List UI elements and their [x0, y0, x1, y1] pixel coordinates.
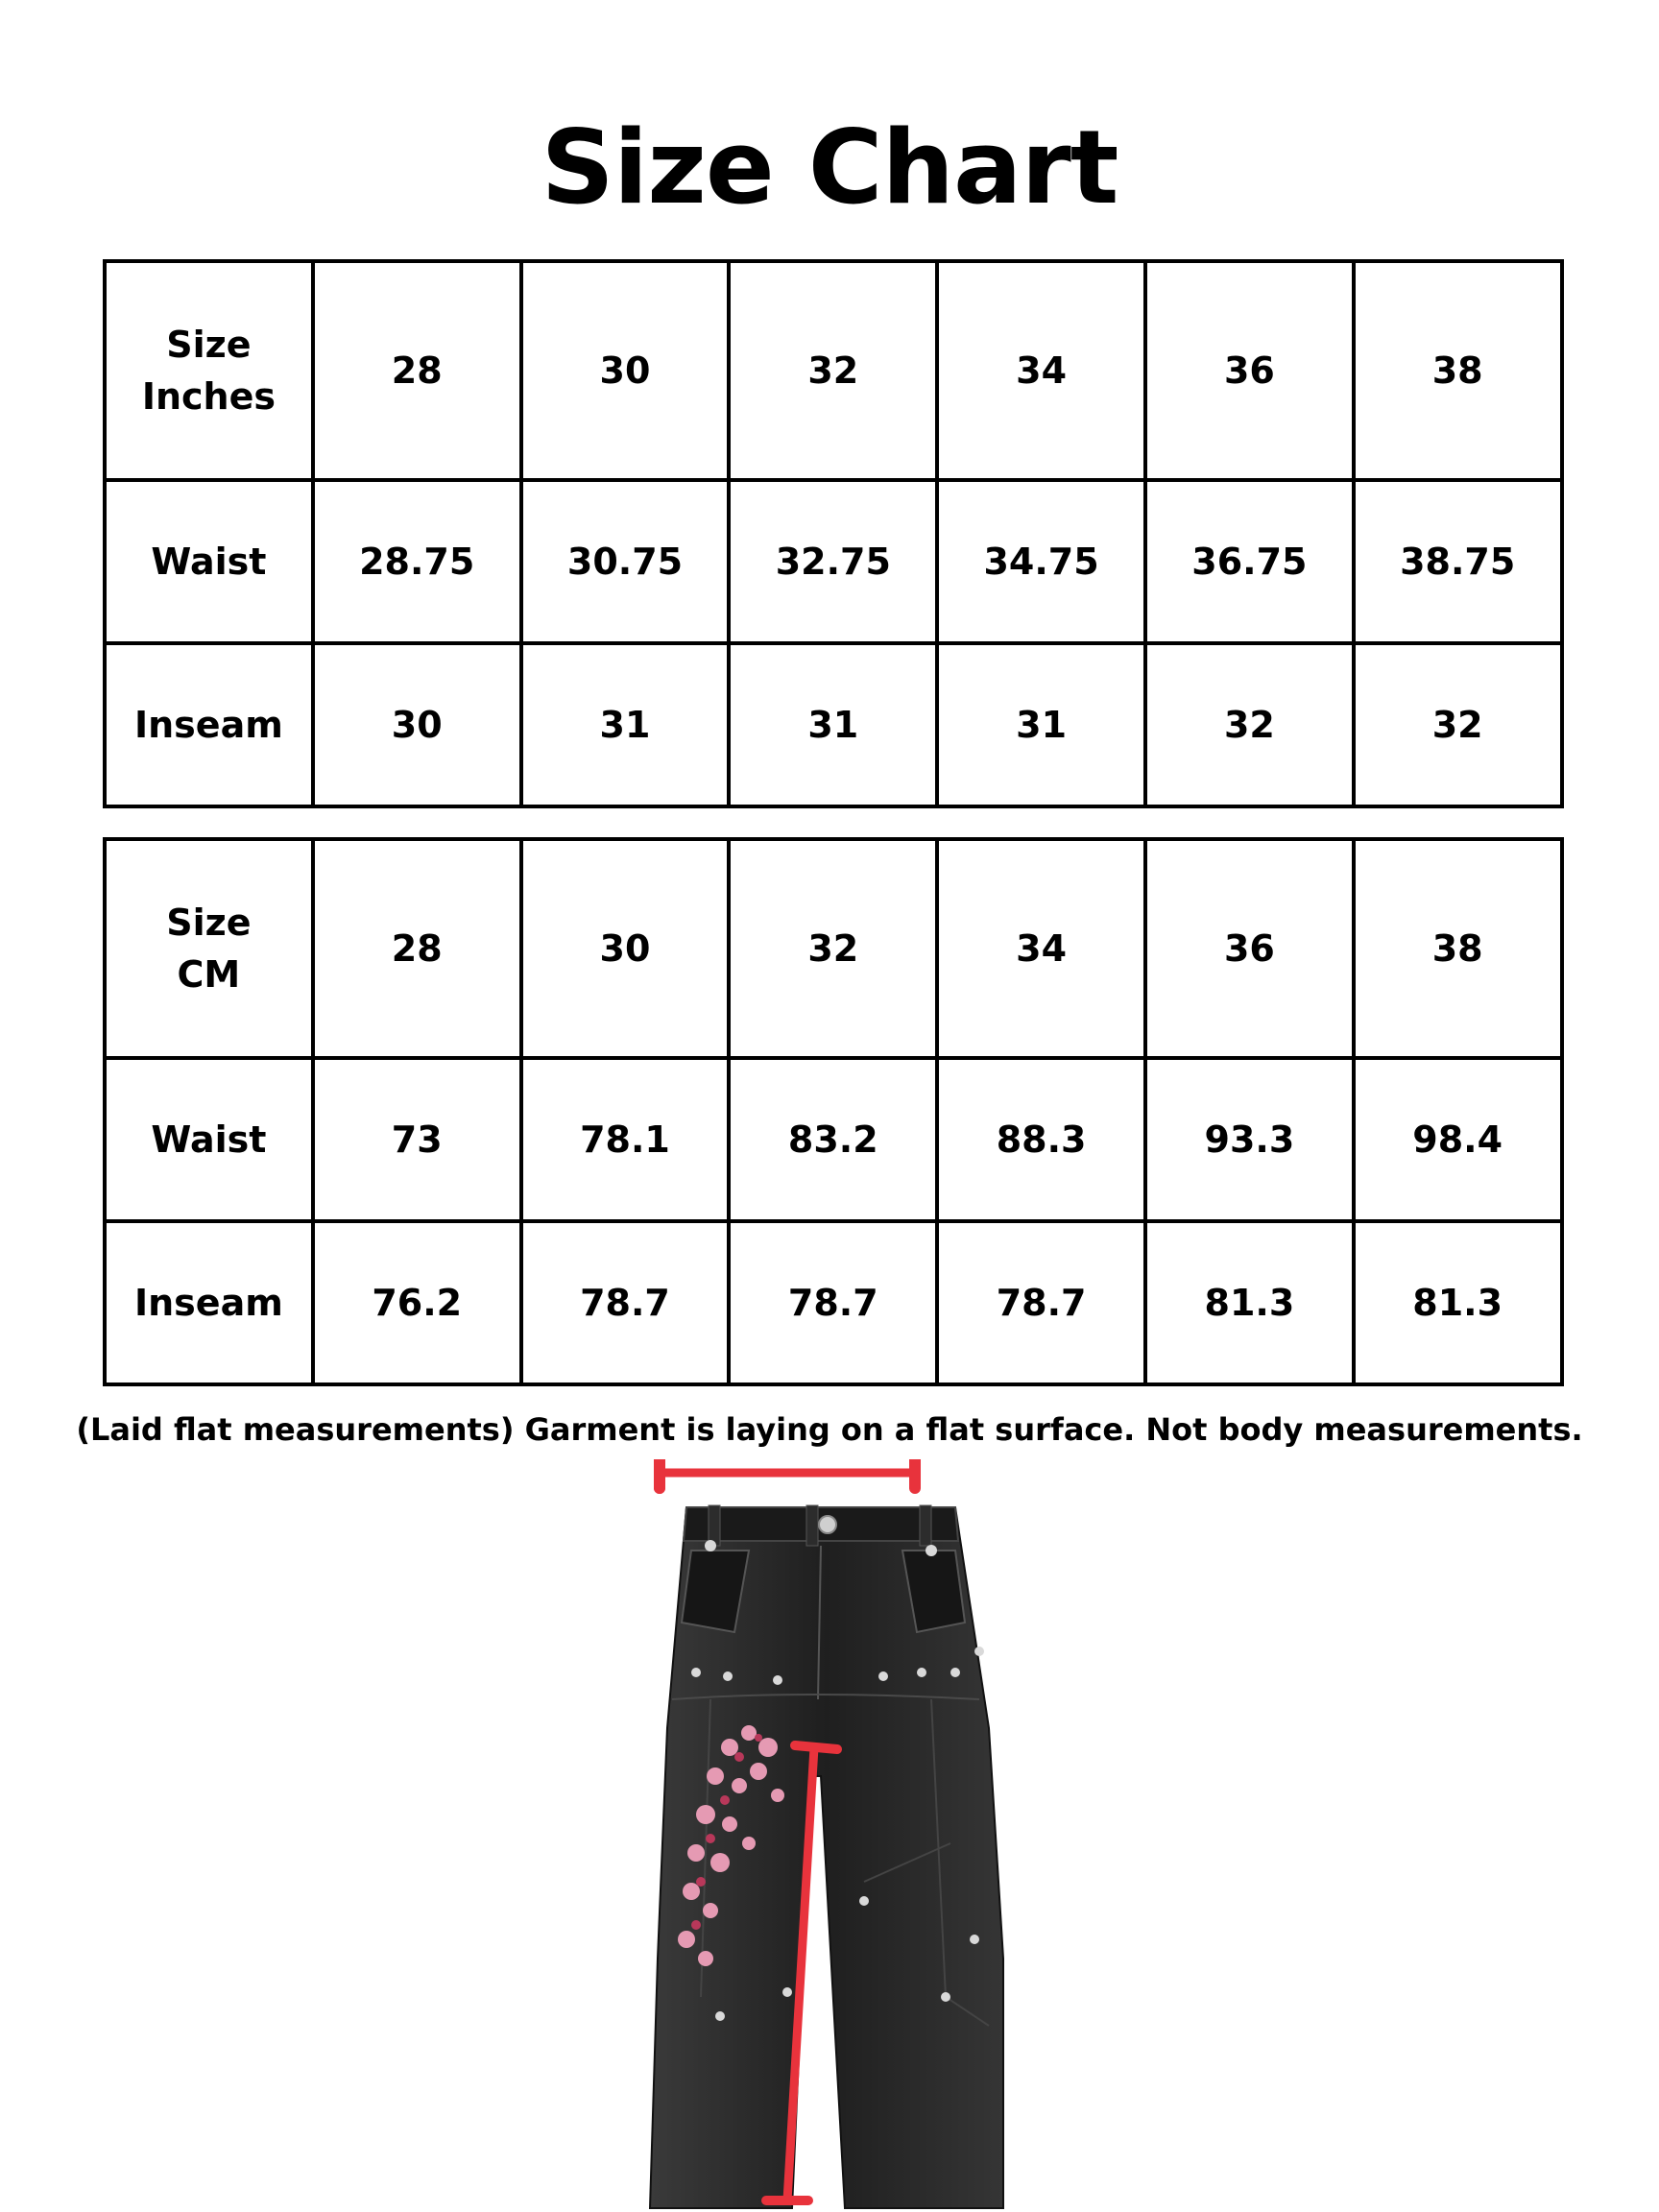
value-cell: 81.3 — [1145, 1221, 1354, 1384]
row-label: Waist — [105, 480, 313, 643]
value-cell: 73 — [313, 1058, 521, 1221]
value-cell: 28.75 — [313, 480, 521, 643]
size-cell: 28 — [313, 839, 521, 1058]
value-cell: 31 — [937, 643, 1145, 806]
size-cell: 30 — [521, 261, 730, 480]
table-row — [105, 1221, 1562, 1384]
value-cell: 83.2 — [729, 1058, 937, 1221]
header-unit: CM — [177, 953, 241, 996]
value-cell: 36.75 — [1145, 480, 1354, 643]
value-cell: 78.7 — [729, 1221, 937, 1384]
value-cell: 78.1 — [521, 1058, 730, 1221]
header-unit: Inches — [141, 375, 276, 418]
table-row — [105, 480, 1562, 643]
value-cell: 81.3 — [1354, 1221, 1562, 1384]
value-cell: 31 — [521, 643, 730, 806]
row-label: Inseam — [105, 643, 313, 806]
size-cell: 36 — [1145, 839, 1354, 1058]
size-cell: 28 — [313, 261, 521, 480]
value-cell: 78.7 — [937, 1221, 1145, 1384]
button-icon — [819, 1516, 836, 1533]
table-header-row — [105, 261, 1562, 480]
value-cell: 32.75 — [729, 480, 937, 643]
value-cell: 88.3 — [937, 1058, 1145, 1221]
size-cell: 34 — [937, 839, 1145, 1058]
value-cell: 32 — [1354, 643, 1562, 806]
value-cell: 32 — [1145, 643, 1354, 806]
table-row — [105, 1058, 1562, 1221]
row-label: Inseam — [105, 1221, 313, 1384]
value-cell: 76.2 — [313, 1221, 521, 1384]
value-cell: 78.7 — [521, 1221, 730, 1384]
value-cell: 98.4 — [1354, 1058, 1562, 1221]
size-cell: 30 — [521, 839, 730, 1058]
size-cell: 36 — [1145, 261, 1354, 480]
value-cell: 30 — [313, 643, 521, 806]
row-label: Waist — [105, 1058, 313, 1221]
size-cell: 38 — [1354, 261, 1562, 480]
waist-measure-marker — [660, 1459, 915, 1488]
value-cell: 30.75 — [521, 480, 730, 643]
size-cell: 38 — [1354, 839, 1562, 1058]
size-table-inches — [103, 259, 1564, 808]
page-title: Size Chart — [541, 108, 1118, 227]
size-cell: 34 — [937, 261, 1145, 480]
jeans-illustration — [614, 1459, 1037, 2212]
measurement-note: (Laid flat measurements) Garment is laying on a flat surface. Not body measurements. — [76, 1411, 1583, 1448]
size-cell: 32 — [729, 261, 937, 480]
value-cell: 34.75 — [937, 480, 1145, 643]
header-cell — [105, 261, 313, 480]
size-cell: 32 — [729, 839, 937, 1058]
header-label: Size — [166, 902, 252, 944]
size-table-cm — [103, 837, 1564, 1386]
value-cell: 31 — [729, 643, 937, 806]
value-cell: 93.3 — [1145, 1058, 1354, 1221]
table-header-row — [105, 839, 1562, 1058]
value-cell: 38.75 — [1354, 480, 1562, 643]
table-row — [105, 643, 1562, 806]
header-label: Size — [166, 324, 252, 366]
header-cell — [105, 839, 313, 1058]
